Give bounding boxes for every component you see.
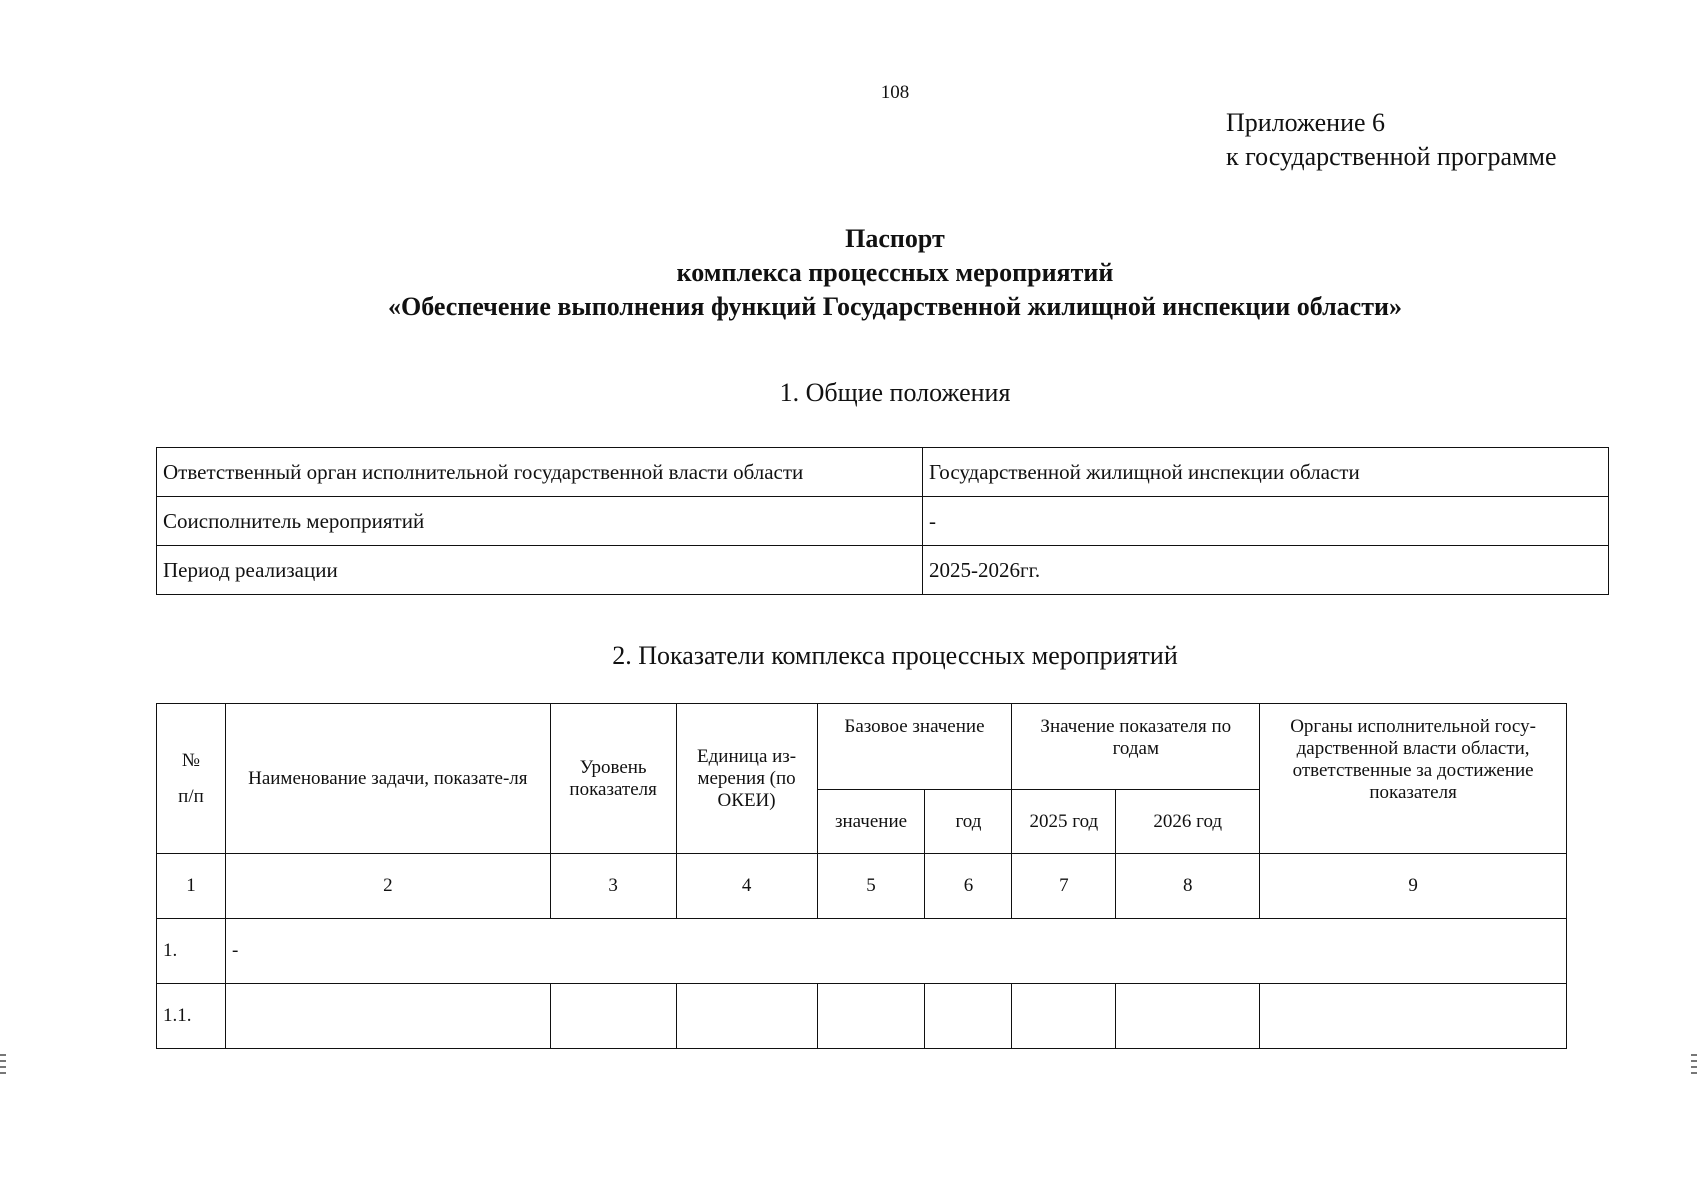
column-number: 1 bbox=[157, 854, 226, 919]
appendix-line-1: Приложение 6 bbox=[1226, 108, 1386, 137]
table-cell bbox=[925, 984, 1012, 1049]
table-cell bbox=[1260, 984, 1567, 1049]
document-title bbox=[0, 222, 1697, 324]
column-number: 2 bbox=[225, 854, 550, 919]
column-number: 5 bbox=[817, 854, 925, 919]
header-year-2026: 2026 год bbox=[1116, 790, 1260, 854]
appendix-note bbox=[1226, 106, 1557, 174]
table-row bbox=[157, 984, 1567, 1049]
header-by-years: Значение показателя по годам bbox=[1012, 704, 1260, 790]
header-base: Базовое значение bbox=[817, 704, 1012, 790]
column-number: 9 bbox=[1260, 854, 1567, 919]
title-line-1: Паспорт bbox=[845, 224, 945, 253]
header-row-1 bbox=[157, 704, 1567, 790]
column-numbers-row bbox=[157, 854, 1567, 919]
row-label: Период реализации bbox=[157, 546, 923, 595]
header-number-sign: № bbox=[181, 749, 201, 771]
header-number-pp: п/п bbox=[178, 785, 204, 807]
table-cell bbox=[1012, 984, 1116, 1049]
header-organs: Органы исполнительной госу-дарственной власти области, ответственные за достижение показателя bbox=[1260, 704, 1567, 854]
title-line-2: комплекса процессных мероприятий bbox=[676, 258, 1114, 287]
table-row bbox=[157, 919, 1567, 984]
header-unit: Единица из-мерения (по ОКЕИ) bbox=[676, 704, 817, 854]
general-provisions-table bbox=[156, 447, 1609, 595]
row-value: 2025-2026гг. bbox=[923, 546, 1609, 595]
table-row bbox=[157, 546, 1609, 595]
column-number: 3 bbox=[550, 854, 676, 919]
section-2-title: 2. Показатели комплекса процессных мероприятий bbox=[612, 641, 1178, 670]
column-number: 8 bbox=[1116, 854, 1260, 919]
header-base-value: значение bbox=[817, 790, 925, 854]
header-base-year: год bbox=[925, 790, 1012, 854]
section-1-title: 1. Общие положения bbox=[779, 378, 1011, 407]
table-cell bbox=[676, 984, 817, 1049]
indicators-table bbox=[156, 703, 1567, 1049]
column-number: 7 bbox=[1012, 854, 1116, 919]
header-number bbox=[157, 704, 226, 854]
row-value: - bbox=[923, 497, 1609, 546]
table-cell bbox=[225, 984, 550, 1049]
row-label: Ответственный орган исполнительной государственной власти области bbox=[157, 448, 923, 497]
page-number: 108 bbox=[880, 82, 910, 103]
table-cell bbox=[550, 984, 676, 1049]
row-value: Государственной жилищной инспекции области bbox=[923, 448, 1609, 497]
table-cell bbox=[817, 984, 925, 1049]
table-row bbox=[157, 497, 1609, 546]
header-year-2025: 2025 год bbox=[1012, 790, 1116, 854]
row-number: 1. bbox=[157, 919, 226, 984]
title-line-3: «Обеспечение выполнения функций Государственной жилищной инспекции области» bbox=[388, 292, 1402, 321]
header-name: Наименование задачи, показате-ля bbox=[225, 704, 550, 854]
column-number: 4 bbox=[676, 854, 817, 919]
table-row bbox=[157, 448, 1609, 497]
column-number: 6 bbox=[925, 854, 1012, 919]
row-task-text: - bbox=[225, 919, 1566, 984]
scan-edge-marks-left bbox=[0, 1050, 6, 1078]
scan-edge-marks-right bbox=[1691, 1050, 1697, 1078]
row-number: 1.1. bbox=[157, 984, 226, 1049]
appendix-line-2: к государственной программе bbox=[1226, 142, 1557, 171]
table-cell bbox=[1116, 984, 1260, 1049]
header-level: Уровень показателя bbox=[550, 704, 676, 854]
row-label: Соисполнитель мероприятий bbox=[157, 497, 923, 546]
